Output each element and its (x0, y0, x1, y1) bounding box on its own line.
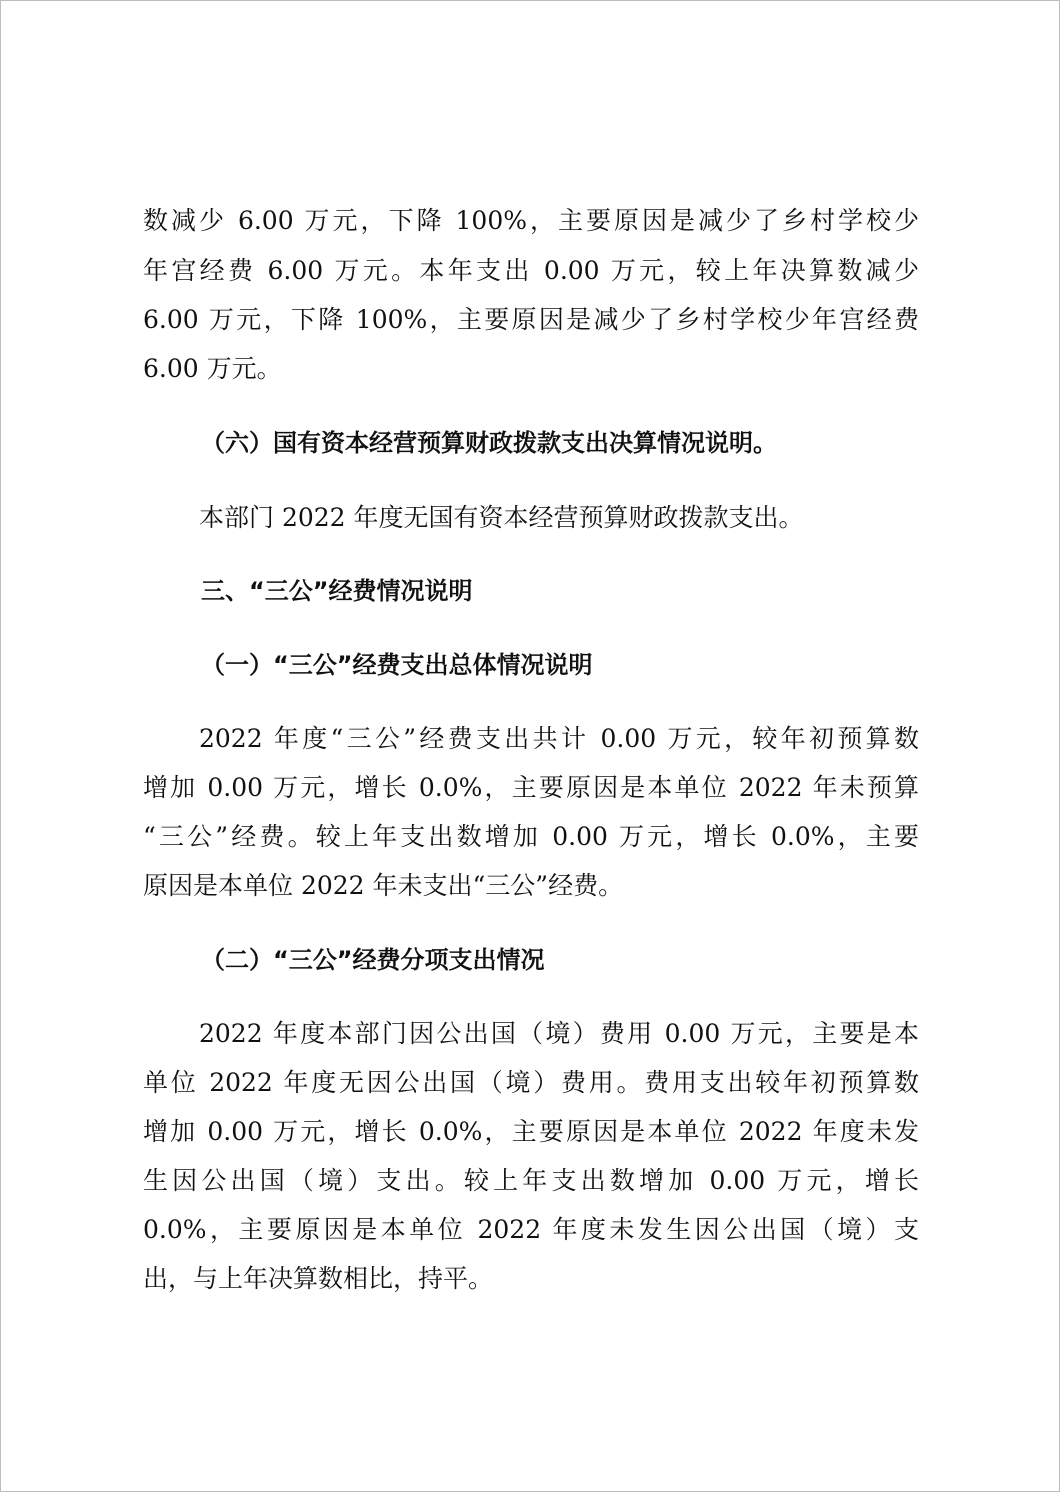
subsection-heading: （一）“三公”经费支出总体情况说明 (201, 651, 593, 679)
paragraph-line: 6.00 万元，下降 100%，主要原因是减少了乡村学校少年宫经费 (143, 305, 919, 334)
section-heading: （六）国有资本经营预算财政拨款支出决算情况说明。 (201, 429, 777, 457)
paragraph-line: 本部门 2022 年度无国有资本经营预算财政拨款支出。 (199, 503, 804, 532)
paragraph-line: “三公”经费。较上年支出数增加 0.00 万元，增长 0.0%，主要 (143, 822, 919, 851)
paragraph-line: 增加 0.00 万元，增长 0.0%，主要原因是本单位 2022 年度未发 (143, 1117, 919, 1146)
section-heading: 三、“三公”经费情况说明 (201, 577, 473, 605)
paragraph-line: 原因是本单位 2022 年未支出“三公”经费。 (143, 871, 624, 900)
paragraph-line: 生因公出国（境）支出。较上年支出数增加 0.00 万元，增长 (143, 1166, 919, 1195)
paragraph-line: 增加 0.00 万元，增长 0.0%，主要原因是本单位 2022 年未预算 (143, 773, 919, 802)
paragraph-line: 2022 年度本部门因公出国（境）费用 0.00 万元，主要是本 (199, 1019, 919, 1048)
paragraph-line: 数减少 6.00 万元，下降 100%，主要原因是减少了乡村学校少 (143, 206, 919, 235)
paragraph-line: 2022 年度“三公”经费支出共计 0.00 万元，较年初预算数 (199, 724, 919, 753)
subsection-heading: （二）“三公”经费分项支出情况 (201, 946, 545, 974)
paragraph-line: 6.00 万元。 (143, 354, 282, 383)
paragraph-line: 0.0%，主要原因是本单位 2022 年度未发生因公出国（境）支 (143, 1215, 919, 1244)
paragraph-line: 单位 2022 年度无因公出国（境）费用。费用支出较年初预算数 (143, 1068, 919, 1097)
paragraph-line: 出，与上年决算数相比，持平。 (143, 1264, 494, 1293)
paragraph-line: 年宫经费 6.00 万元。本年支出 0.00 万元，较上年决算数减少 (143, 256, 919, 285)
